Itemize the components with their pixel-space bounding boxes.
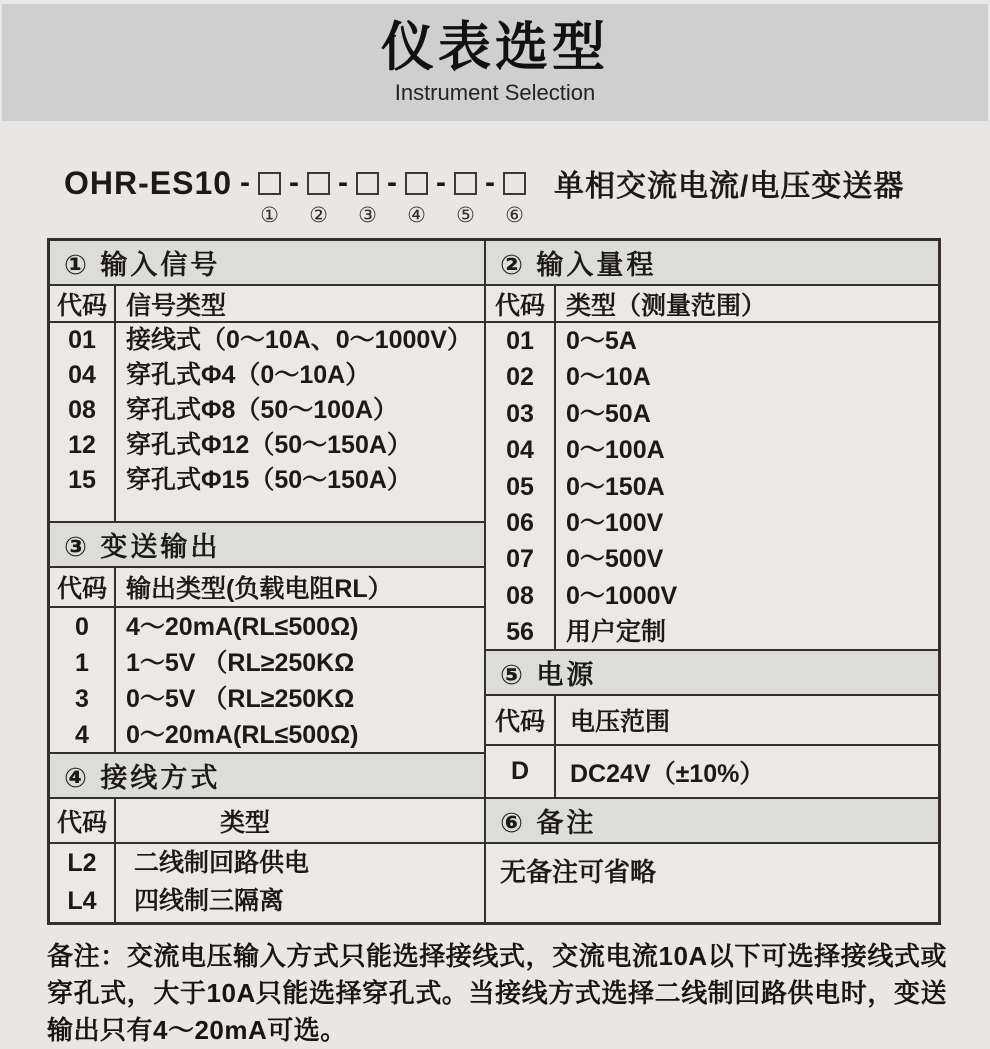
option-box-icon: [503, 172, 526, 195]
row-desc: 接线式（0～10A、0～1000V）: [126, 326, 472, 354]
row-code: 12: [68, 431, 96, 459]
code-column: [50, 844, 116, 922]
row-code: 0: [75, 613, 89, 641]
column-header-output-type: 输出类型(负载电阻RL）: [126, 575, 393, 603]
row-desc: 0～100A: [566, 436, 665, 465]
row-code: 04: [68, 361, 96, 389]
row-code: 04: [506, 436, 534, 465]
output-column-headers: [50, 568, 484, 608]
option-box-icon: [258, 172, 281, 195]
model-option-box-6: [503, 172, 526, 227]
row-desc: 穿孔式Φ12（50～150A）: [126, 431, 412, 459]
input-range-rows: [486, 323, 938, 651]
section-wiring-header: ④ 接线方式: [50, 754, 484, 799]
position-label-4: ④: [407, 203, 426, 227]
model-dash: -: [436, 166, 447, 199]
model-code-prefix: OHR-ES10: [64, 164, 233, 201]
row-desc: 0～1000V: [566, 581, 678, 610]
column-header-code: 代码: [50, 799, 116, 842]
row-desc: 0～20mA(RL≤500Ω): [126, 721, 359, 749]
row-desc: 0～5A: [566, 327, 637, 355]
option-box-icon: [356, 172, 379, 195]
row-desc: 0～10A: [566, 363, 651, 392]
row-code: 08: [506, 581, 534, 610]
description-column: [556, 754, 938, 790]
footer-note: 备注：交流电压输入方式只能选择接线式，交流电流10A以下可选择接线式或穿孔式，大于10A只能选择穿孔式。当接线方式选择二线制回路供电时，变送输出只有4～20mA可选。: [47, 941, 947, 1045]
table-left-column: [50, 241, 486, 922]
row-code: L4: [67, 887, 97, 915]
row-desc: 0～500V: [566, 545, 664, 574]
remark-row: [486, 844, 938, 922]
model-dash: -: [338, 166, 349, 199]
section-output-header: ③ 变送输出: [50, 523, 484, 568]
row-desc: 穿孔式Φ15（50～150A）: [126, 466, 412, 494]
row-desc: 0～5V （RL≥250KΩ: [126, 685, 355, 713]
section-power-header: ⑤ 电源: [486, 651, 938, 696]
position-label-6: ⑥: [505, 203, 524, 227]
code-column: [486, 323, 556, 649]
table-right-column: [486, 241, 938, 922]
row-code: L2: [67, 849, 97, 877]
row-code: 08: [68, 396, 96, 424]
row-desc: 用户定制: [566, 618, 667, 647]
output-rows: [50, 608, 484, 754]
section-input-range-header: ② 输入量程: [486, 241, 938, 286]
row-code: D: [510, 757, 530, 785]
selection-table: [47, 238, 941, 925]
row-desc: 1～5V （RL≥250KΩ: [126, 649, 355, 677]
column-header-range-type: 类型（测量范围）: [566, 291, 767, 320]
column-header-wiring-type: 类型: [219, 808, 270, 837]
model-option-box-5: [454, 172, 477, 227]
power-column-headers: [486, 696, 938, 746]
option-box-icon: [405, 172, 428, 195]
model-dash: -: [240, 166, 251, 199]
model-description: 单相交流电流/电压变送器: [554, 170, 905, 203]
power-rows: [486, 746, 938, 799]
row-code: 05: [506, 472, 534, 501]
model-option-box-2: [307, 172, 330, 227]
row-code: 4: [75, 721, 89, 749]
position-label-5: ⑤: [456, 203, 475, 227]
description-column: [116, 844, 484, 922]
position-label-1: ①: [260, 203, 279, 227]
page-subtitle: Instrument Selection: [394, 79, 596, 105]
remark-note: 无备注可省略: [500, 857, 657, 887]
row-desc: 0～150A: [566, 472, 665, 501]
model-dash: -: [387, 166, 398, 199]
column-header-code: 代码: [50, 286, 116, 321]
row-code: 01: [506, 327, 534, 355]
column-header-code: 代码: [50, 568, 116, 606]
row-desc: 0～50A: [566, 399, 651, 428]
description-column: [556, 323, 938, 649]
row-code: 1: [75, 649, 89, 677]
model-dash: -: [485, 166, 496, 199]
model-code-line: [64, 160, 905, 227]
row-code: 56: [506, 618, 534, 647]
row-desc: 穿孔式Φ8（50～100A）: [126, 396, 398, 424]
row-code: 03: [506, 399, 534, 428]
row-code: 07: [506, 545, 534, 574]
position-label-2: ②: [309, 203, 328, 227]
section-remark-header: ⑥ 备注: [486, 799, 938, 844]
wiring-rows: [50, 844, 484, 922]
row-desc: 穿孔式Φ4（0～10A）: [126, 361, 371, 389]
title-band: [2, 4, 988, 121]
row-desc: 4～20mA(RL≤500Ω): [126, 613, 359, 641]
row-desc: 0～100V: [566, 509, 664, 538]
model-dash: -: [289, 166, 300, 199]
position-label-3: ③: [358, 203, 377, 227]
section-input-signal-header: ① 输入信号: [50, 241, 484, 286]
model-option-box-4: [405, 172, 428, 227]
code-column: [486, 746, 556, 797]
row-code: 3: [75, 685, 89, 713]
page-title: 仪表选型: [381, 18, 609, 78]
row-desc: 二线制回路供电: [134, 849, 310, 877]
model-option-box-3: [356, 172, 379, 227]
column-header-signal-type: 信号类型: [126, 291, 227, 320]
row-code: 02: [506, 363, 534, 392]
row-desc: 四线制三隔离: [134, 887, 285, 915]
option-box-icon: [307, 172, 330, 195]
column-header-voltage-range: 电压范围: [570, 708, 671, 736]
code-column: [50, 608, 116, 752]
option-box-icon: [454, 172, 477, 195]
code-column: [50, 323, 116, 521]
row-code: 15: [68, 466, 96, 494]
input-signal-rows: [50, 323, 484, 523]
input-signal-column-headers: [50, 286, 484, 323]
row-desc: DC24V（±10%）: [570, 759, 765, 788]
column-header-code: 代码: [486, 286, 556, 321]
row-code: 06: [506, 509, 534, 538]
description-column: [116, 323, 484, 521]
description-column: [116, 608, 484, 752]
column-header-code: 代码: [486, 696, 556, 744]
input-range-column-headers: [486, 286, 938, 323]
row-code: 01: [68, 326, 96, 354]
wiring-column-headers: [50, 799, 484, 844]
model-option-box-1: [258, 172, 281, 227]
